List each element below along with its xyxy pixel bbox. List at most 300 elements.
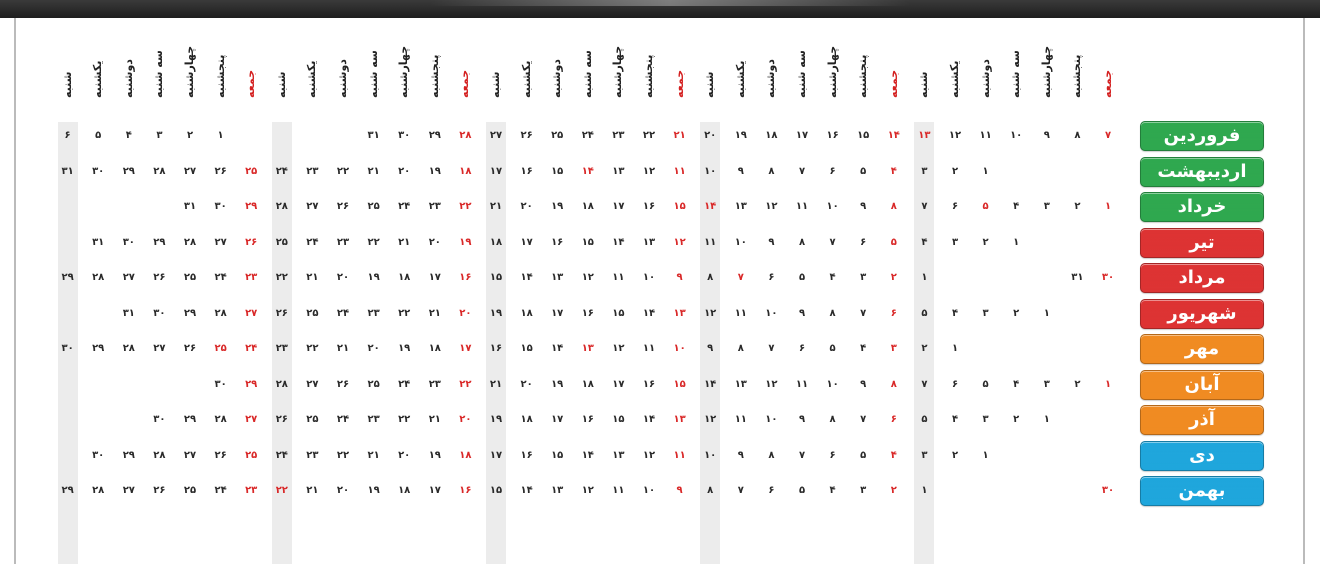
day-cell[interactable]: ۲۹: [61, 485, 74, 496]
day-cell[interactable]: ۳: [982, 414, 989, 425]
day-cell[interactable]: ۲۳: [336, 236, 350, 248]
day-cell[interactable]: ۶: [890, 414, 897, 425]
day-cell[interactable]: ۲۱: [489, 201, 503, 212]
day-cell[interactable]: ۱۰: [734, 236, 747, 248]
day-cell[interactable]: ۱۴: [704, 378, 717, 390]
day-cell[interactable]: ۹: [798, 307, 806, 319]
day-cell[interactable]: ۴: [1013, 201, 1020, 212]
day-cell[interactable]: ۱۴: [642, 414, 656, 425]
day-cell[interactable]: ۹: [737, 165, 744, 177]
day-cell[interactable]: ۲۶: [275, 414, 288, 425]
day-cell[interactable]: ۱۳: [551, 272, 564, 283]
month-button[interactable]: اردیبهشت: [1140, 157, 1264, 187]
day-cell[interactable]: ۲۹: [122, 449, 135, 461]
day-cell[interactable]: ۲۹: [245, 378, 258, 390]
day-cell[interactable]: ۱۶: [459, 272, 472, 283]
day-cell[interactable]: ۱۵: [489, 485, 503, 496]
day-cell[interactable]: ۱۳: [673, 414, 686, 425]
day-cell[interactable]: ۸: [768, 449, 775, 461]
day-cell[interactable]: ۱۲: [704, 307, 717, 319]
day-cell[interactable]: ۱۰: [704, 449, 717, 461]
day-cell[interactable]: ۲۳: [428, 201, 441, 212]
day-cell[interactable]: ۸: [707, 485, 714, 496]
day-cell[interactable]: ۶: [890, 307, 897, 319]
day-cell[interactable]: ۲۱: [336, 343, 350, 354]
day-cell[interactable]: ۱۶: [551, 236, 564, 248]
day-cell[interactable]: ۱۸: [459, 165, 472, 177]
day-cell[interactable]: ۶: [829, 449, 836, 461]
day-cell[interactable]: ۸: [768, 165, 775, 177]
day-cell[interactable]: ۹: [798, 414, 806, 425]
month-button[interactable]: آبان: [1140, 370, 1264, 400]
day-cell[interactable]: ۱۹: [734, 130, 747, 141]
day-cell[interactable]: ۱۳: [551, 485, 564, 496]
day-cell[interactable]: ۲۵: [275, 236, 288, 248]
day-cell[interactable]: ۱: [982, 165, 989, 177]
day-cell[interactable]: ۱۸: [428, 343, 441, 354]
day-cell[interactable]: ۲: [951, 165, 959, 177]
day-cell[interactable]: ۷: [798, 165, 806, 177]
day-cell[interactable]: ۲۲: [275, 485, 288, 496]
day-cell[interactable]: ۲۱: [428, 307, 441, 319]
month-button[interactable]: آذر: [1140, 405, 1264, 435]
day-cell[interactable]: ۱۶: [826, 130, 839, 141]
day-cell[interactable]: ۱۶: [459, 485, 472, 496]
day-cell[interactable]: ۱۶: [581, 307, 594, 319]
day-cell[interactable]: ۱۱: [612, 272, 625, 283]
day-cell[interactable]: ۲۰: [459, 307, 472, 319]
day-cell[interactable]: ۱۸: [581, 201, 594, 212]
day-cell[interactable]: ۱۴: [887, 130, 900, 141]
day-cell[interactable]: ۲۸: [122, 343, 135, 354]
day-cell[interactable]: ۲۶: [520, 130, 533, 141]
day-cell[interactable]: ۸: [829, 307, 836, 319]
day-cell[interactable]: ۳۱: [122, 307, 135, 319]
day-cell[interactable]: ۵: [95, 130, 102, 141]
day-cell[interactable]: ۱۶: [581, 414, 594, 425]
day-cell[interactable]: ۴: [125, 130, 132, 141]
day-cell[interactable]: ۱: [982, 449, 989, 461]
day-cell[interactable]: ۲۱: [673, 130, 686, 141]
day-cell[interactable]: ۱۱: [673, 449, 686, 461]
day-cell[interactable]: ۳۱: [367, 130, 380, 141]
day-cell[interactable]: ۷: [860, 414, 867, 425]
day-cell[interactable]: ۱۰: [826, 201, 839, 212]
day-cell[interactable]: ۳: [860, 485, 867, 496]
day-cell[interactable]: ۶: [951, 201, 959, 212]
day-cell[interactable]: ۱۰: [704, 165, 717, 177]
day-cell[interactable]: ۲۸: [92, 272, 105, 283]
day-cell[interactable]: ۷: [860, 307, 867, 319]
day-cell[interactable]: ۲۱: [398, 236, 411, 248]
day-cell[interactable]: ۱۶: [642, 378, 656, 390]
day-cell[interactable]: ۱۲: [581, 485, 594, 496]
day-cell[interactable]: ۲۰: [704, 130, 717, 141]
day-cell[interactable]: ۹: [860, 201, 867, 212]
day-cell[interactable]: ۲۲: [398, 307, 411, 319]
day-cell[interactable]: ۱۷: [428, 485, 441, 496]
day-cell[interactable]: ۱۷: [459, 343, 472, 354]
day-cell[interactable]: ۲: [1013, 307, 1020, 319]
day-cell[interactable]: ۱۸: [581, 378, 594, 390]
day-cell[interactable]: ۲۰: [428, 236, 441, 248]
day-cell[interactable]: ۸: [890, 201, 897, 212]
day-cell[interactable]: ۲۶: [214, 449, 227, 461]
day-cell[interactable]: ۱۲: [642, 449, 656, 461]
day-cell[interactable]: ۱۴: [581, 165, 594, 177]
day-cell[interactable]: ۱۱: [673, 165, 686, 177]
day-cell[interactable]: ۱۳: [918, 130, 931, 141]
day-cell[interactable]: ۱۴: [642, 307, 656, 319]
day-cell[interactable]: ۱۷: [428, 272, 441, 283]
day-cell[interactable]: ۲: [890, 485, 897, 496]
day-cell[interactable]: ۳۱: [92, 236, 105, 248]
day-cell[interactable]: ۲۹: [153, 236, 166, 248]
day-cell[interactable]: ۱۵: [489, 272, 503, 283]
month-button[interactable]: فروردین: [1140, 121, 1264, 151]
day-cell[interactable]: ۵: [860, 449, 867, 461]
day-cell[interactable]: ۷: [1104, 130, 1112, 141]
day-cell[interactable]: ۳: [921, 165, 928, 177]
day-cell[interactable]: ۲۸: [459, 130, 472, 141]
day-cell[interactable]: ۹: [1043, 130, 1050, 141]
day-cell[interactable]: ۲۴: [336, 307, 350, 319]
day-cell[interactable]: ۱۹: [551, 378, 564, 390]
day-cell[interactable]: ۲۰: [520, 378, 533, 390]
day-cell[interactable]: ۱۷: [551, 414, 564, 425]
day-cell[interactable]: ۵: [982, 378, 989, 390]
day-cell[interactable]: ۱۸: [765, 130, 778, 141]
day-cell[interactable]: ۲۴: [336, 414, 350, 425]
day-cell[interactable]: ۲۹: [92, 343, 105, 354]
day-cell[interactable]: ۳۰: [122, 236, 135, 248]
day-cell[interactable]: ۱۵: [612, 414, 625, 425]
day-cell[interactable]: ۲۰: [520, 201, 533, 212]
day-cell[interactable]: ۲۴: [214, 272, 227, 283]
day-cell[interactable]: ۱۲: [704, 414, 717, 425]
day-cell[interactable]: ۱: [1013, 236, 1020, 248]
day-cell[interactable]: ۱۵: [673, 201, 686, 212]
day-cell[interactable]: ۲۳: [367, 414, 380, 425]
day-cell[interactable]: ۱۲: [612, 343, 625, 354]
day-cell[interactable]: ۱۳: [581, 343, 594, 354]
day-cell[interactable]: ۲۸: [153, 449, 166, 461]
day-cell[interactable]: ۳: [1043, 201, 1050, 212]
day-cell[interactable]: ۱: [951, 343, 959, 354]
day-cell[interactable]: ۳۰: [214, 201, 227, 212]
day-cell[interactable]: ۱۸: [459, 449, 472, 461]
day-cell[interactable]: ۷: [921, 201, 928, 212]
day-cell[interactable]: ۸: [737, 343, 744, 354]
day-cell[interactable]: ۱۱: [795, 378, 809, 390]
day-cell[interactable]: ۱۴: [581, 449, 594, 461]
day-cell[interactable]: ۲۸: [92, 485, 105, 496]
day-cell[interactable]: ۱۵: [551, 165, 564, 177]
day-cell[interactable]: ۱۳: [734, 378, 747, 390]
day-cell[interactable]: ۱۰: [673, 343, 686, 354]
day-cell[interactable]: ۱۱: [612, 485, 625, 496]
day-cell[interactable]: ۲۵: [245, 449, 258, 461]
day-cell[interactable]: ۴: [860, 343, 867, 354]
day-cell[interactable]: ۱۸: [520, 414, 533, 425]
day-cell[interactable]: ۱۶: [489, 343, 503, 354]
day-cell[interactable]: ۳۱: [1071, 272, 1084, 283]
day-cell[interactable]: ۱۲: [642, 165, 656, 177]
day-cell[interactable]: ۲۹: [183, 307, 197, 319]
day-cell[interactable]: ۲۹: [183, 414, 197, 425]
day-cell[interactable]: ۱۹: [367, 485, 380, 496]
day-cell[interactable]: ۹: [676, 485, 683, 496]
day-cell[interactable]: ۳۱: [183, 201, 197, 212]
day-cell[interactable]: ۲۸: [183, 236, 197, 248]
day-cell[interactable]: ۲۶: [153, 485, 166, 496]
day-cell[interactable]: ۱۷: [612, 201, 625, 212]
day-cell[interactable]: ۱۹: [428, 449, 441, 461]
day-cell[interactable]: ۳: [921, 449, 928, 461]
day-cell[interactable]: ۱۸: [489, 236, 503, 248]
day-cell[interactable]: ۲۸: [214, 307, 227, 319]
day-cell[interactable]: ۲۳: [275, 343, 288, 354]
day-cell[interactable]: ۸: [829, 414, 836, 425]
day-cell[interactable]: ۱۹: [367, 272, 380, 283]
day-cell[interactable]: ۱۵: [551, 449, 564, 461]
day-cell[interactable]: ۱۹: [489, 414, 503, 425]
day-cell[interactable]: ۹: [737, 449, 744, 461]
day-cell[interactable]: ۷: [798, 449, 806, 461]
day-cell[interactable]: ۲۹: [428, 130, 441, 141]
day-cell[interactable]: ۱۳: [612, 449, 625, 461]
day-cell[interactable]: ۳۰: [92, 449, 105, 461]
day-cell[interactable]: ۲۵: [306, 414, 319, 425]
day-cell[interactable]: ۱۰: [642, 272, 656, 283]
day-cell[interactable]: ۲۷: [183, 449, 197, 461]
day-cell[interactable]: ۳: [951, 236, 959, 248]
day-cell[interactable]: ۲۷: [245, 307, 258, 319]
day-cell[interactable]: ۱۴: [612, 236, 625, 248]
day-cell[interactable]: ۲۴: [398, 378, 411, 390]
day-cell[interactable]: ۵: [921, 414, 928, 425]
day-cell[interactable]: ۱۷: [489, 165, 503, 177]
day-cell[interactable]: ۲۷: [183, 165, 197, 177]
day-cell[interactable]: ۳۰: [92, 165, 105, 177]
day-cell[interactable]: ۱۸: [398, 272, 411, 283]
day-cell[interactable]: ۲۵: [367, 201, 380, 212]
day-cell[interactable]: ۴: [951, 307, 959, 319]
day-cell[interactable]: ۹: [676, 272, 683, 283]
day-cell[interactable]: ۲۳: [428, 378, 441, 390]
day-cell[interactable]: ۱۹: [398, 343, 411, 354]
day-cell[interactable]: ۲: [921, 343, 928, 354]
day-cell[interactable]: ۷: [737, 272, 744, 283]
day-cell[interactable]: ۶: [768, 485, 775, 496]
day-cell[interactable]: ۱۰: [1010, 130, 1023, 141]
day-cell[interactable]: ۱۵: [857, 130, 870, 141]
day-cell[interactable]: ۲۸: [275, 378, 288, 390]
day-cell[interactable]: ۱۱: [795, 201, 809, 212]
day-cell[interactable]: ۲۵: [367, 378, 380, 390]
day-cell[interactable]: ۲۱: [306, 485, 319, 496]
day-cell[interactable]: ۸: [1074, 130, 1081, 141]
day-cell[interactable]: ۲: [982, 236, 989, 248]
day-cell[interactable]: ۲۶: [153, 272, 166, 283]
day-cell[interactable]: ۱۷: [612, 378, 625, 390]
day-cell[interactable]: ۶: [768, 272, 775, 283]
day-cell[interactable]: ۴: [829, 272, 836, 283]
day-cell[interactable]: ۵: [921, 307, 928, 319]
day-cell[interactable]: ۲۵: [183, 272, 197, 283]
day-cell[interactable]: ۱۵: [612, 307, 625, 319]
day-cell[interactable]: ۱۲: [765, 378, 778, 390]
day-cell[interactable]: ۱۸: [520, 307, 533, 319]
day-cell[interactable]: ۵: [860, 165, 867, 177]
day-cell[interactable]: ۷: [737, 485, 744, 496]
day-cell[interactable]: ۷: [921, 378, 928, 390]
day-cell[interactable]: ۱۹: [428, 165, 441, 177]
day-cell[interactable]: ۲۰: [459, 414, 472, 425]
day-cell[interactable]: ۳: [1043, 378, 1050, 390]
day-cell[interactable]: ۲۷: [489, 130, 503, 141]
day-cell[interactable]: ۲۲: [459, 378, 472, 390]
day-cell[interactable]: ۲۵: [306, 307, 319, 319]
day-cell[interactable]: ۱۸: [398, 485, 411, 496]
day-cell[interactable]: ۹: [707, 343, 714, 354]
day-cell[interactable]: ۳۱: [61, 165, 74, 177]
day-cell[interactable]: ۲۰: [336, 485, 350, 496]
day-cell[interactable]: ۱۵: [520, 343, 533, 354]
day-cell[interactable]: ۳۰: [61, 343, 74, 354]
day-cell[interactable]: ۲۴: [306, 236, 319, 248]
day-cell[interactable]: ۱۱: [642, 343, 656, 354]
day-cell[interactable]: ۳: [156, 130, 163, 141]
day-cell[interactable]: ۱۰: [765, 414, 778, 425]
day-cell[interactable]: ۸: [707, 272, 714, 283]
day-cell[interactable]: ۲۸: [214, 414, 227, 425]
day-cell[interactable]: ۲۷: [153, 343, 166, 354]
day-cell[interactable]: ۲۲: [642, 130, 656, 141]
day-cell[interactable]: ۴: [829, 485, 836, 496]
day-cell[interactable]: ۳: [890, 343, 897, 354]
day-cell[interactable]: ۱۱: [734, 414, 747, 425]
day-cell[interactable]: ۲۱: [306, 272, 319, 283]
day-cell[interactable]: ۸: [798, 236, 806, 248]
day-cell[interactable]: ۱۴: [520, 272, 533, 283]
day-cell[interactable]: ۷: [829, 236, 836, 248]
day-cell[interactable]: ۴: [921, 236, 928, 248]
day-cell[interactable]: ۲۱: [489, 378, 503, 390]
day-cell[interactable]: ۱۴: [551, 343, 564, 354]
month-button[interactable]: مرداد: [1140, 263, 1264, 293]
day-cell[interactable]: ۲۳: [367, 307, 380, 319]
day-cell[interactable]: ۶: [64, 130, 71, 141]
day-cell[interactable]: ۳۰: [153, 414, 166, 425]
day-cell[interactable]: ۲۴: [214, 485, 227, 496]
day-cell[interactable]: ۲۴: [275, 449, 288, 461]
day-cell[interactable]: ۲۵: [183, 485, 197, 496]
month-button[interactable]: بهمن: [1140, 476, 1264, 506]
day-cell[interactable]: ۱۲: [581, 272, 594, 283]
day-cell[interactable]: ۱۲: [948, 130, 962, 141]
day-cell[interactable]: ۱۱: [734, 307, 747, 319]
day-cell[interactable]: ۱۶: [520, 449, 533, 461]
day-cell[interactable]: ۲۷: [214, 236, 227, 248]
day-cell[interactable]: ۱۲: [673, 236, 686, 248]
day-cell[interactable]: ۱۹: [489, 307, 503, 319]
day-cell[interactable]: ۳۰: [153, 307, 166, 319]
day-cell[interactable]: ۲۰: [367, 343, 380, 354]
day-cell[interactable]: ۶: [860, 236, 867, 248]
day-cell[interactable]: ۲۰: [398, 165, 411, 177]
day-cell[interactable]: ۱۷: [551, 307, 564, 319]
day-cell[interactable]: ۲۳: [245, 485, 258, 496]
day-cell[interactable]: ۲۳: [306, 449, 319, 461]
day-cell[interactable]: ۱۳: [673, 307, 686, 319]
day-cell[interactable]: ۱۶: [642, 201, 656, 212]
day-cell[interactable]: ۲۰: [336, 272, 350, 283]
day-cell[interactable]: ۲۱: [428, 414, 441, 425]
day-cell[interactable]: ۵: [798, 485, 806, 496]
day-cell[interactable]: ۴: [890, 165, 897, 177]
month-button[interactable]: تیر: [1140, 228, 1264, 258]
day-cell[interactable]: ۱: [921, 272, 928, 283]
month-button[interactable]: شهریور: [1140, 299, 1264, 329]
day-cell[interactable]: ۳۰: [1101, 485, 1115, 496]
day-cell[interactable]: ۱۶: [520, 165, 533, 177]
day-cell[interactable]: ۱: [1104, 378, 1112, 390]
day-cell[interactable]: ۲۸: [153, 165, 166, 177]
day-cell[interactable]: ۲۹: [245, 201, 258, 212]
day-cell[interactable]: ۴: [1013, 378, 1020, 390]
month-button[interactable]: مهر: [1140, 334, 1264, 364]
day-cell[interactable]: ۲: [186, 130, 194, 141]
day-cell[interactable]: ۱۰: [642, 485, 656, 496]
day-cell[interactable]: ۳: [860, 272, 867, 283]
day-cell[interactable]: ۲۴: [581, 130, 594, 141]
day-cell[interactable]: ۲۴: [275, 165, 288, 177]
day-cell[interactable]: ۲: [890, 272, 897, 283]
day-cell[interactable]: ۱۱: [979, 130, 992, 141]
day-cell[interactable]: ۲۳: [612, 130, 625, 141]
day-cell[interactable]: ۲۲: [336, 449, 350, 461]
day-cell[interactable]: ۲۳: [306, 165, 319, 177]
day-cell[interactable]: ۲۶: [336, 201, 350, 212]
day-cell[interactable]: ۱۴: [704, 201, 717, 212]
day-cell[interactable]: ۲۶: [214, 165, 227, 177]
day-cell[interactable]: ۱۰: [765, 307, 778, 319]
day-cell[interactable]: ۲۶: [336, 378, 350, 390]
day-cell[interactable]: ۲۴: [398, 201, 411, 212]
day-cell[interactable]: ۶: [951, 378, 959, 390]
day-cell[interactable]: ۲۷: [122, 485, 135, 496]
month-button[interactable]: خرداد: [1140, 192, 1264, 222]
day-cell[interactable]: ۷: [768, 343, 775, 354]
day-cell[interactable]: ۵: [829, 343, 836, 354]
day-cell[interactable]: ۲۴: [245, 343, 258, 354]
day-cell[interactable]: ۳۰: [214, 378, 227, 390]
day-cell[interactable]: ۲۶: [275, 307, 288, 319]
day-cell[interactable]: ۱۵: [581, 236, 594, 248]
day-cell[interactable]: ۵: [890, 236, 897, 248]
day-cell[interactable]: ۲۵: [245, 165, 258, 177]
day-cell[interactable]: ۱۳: [642, 236, 656, 248]
day-cell[interactable]: ۲۲: [336, 165, 350, 177]
day-cell[interactable]: ۲۷: [245, 414, 258, 425]
day-cell[interactable]: ۲۹: [122, 165, 135, 177]
day-cell[interactable]: ۲۱: [367, 449, 380, 461]
day-cell[interactable]: ۱۴: [520, 485, 533, 496]
day-cell[interactable]: ۱: [1104, 201, 1112, 212]
day-cell[interactable]: ۵: [982, 201, 989, 212]
day-cell[interactable]: ۶: [798, 343, 806, 354]
